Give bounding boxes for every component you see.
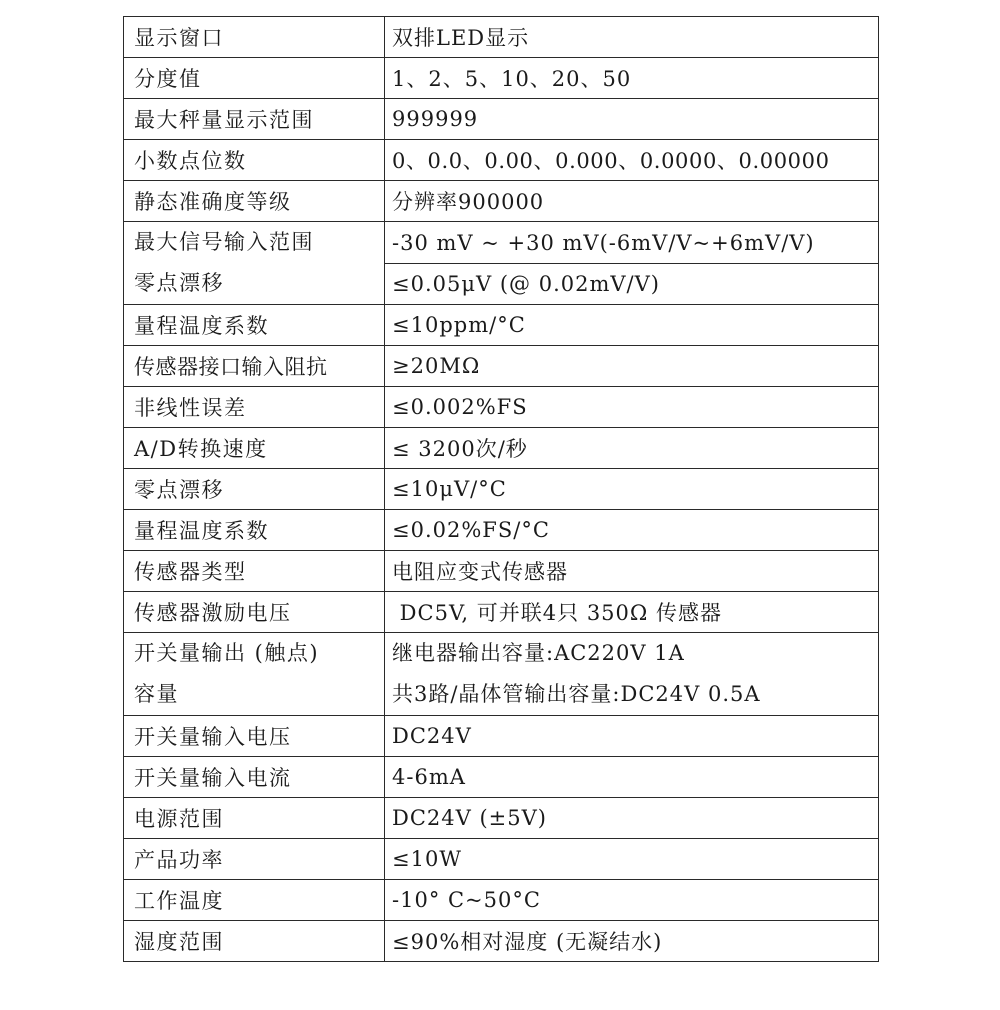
table-row xyxy=(124,880,879,921)
spec-value: 双排LED显示 xyxy=(385,17,879,58)
spec-value: 分辨率900000 xyxy=(385,181,879,222)
spec-value: ≥20MΩ xyxy=(385,346,879,387)
spec-label: 量程温度系数 xyxy=(124,510,385,551)
spec-label-line: 最大信号输入范围 xyxy=(134,230,314,254)
spec-value: ≤ 3200次/秒 xyxy=(385,428,879,469)
spec-value-line: 共3路/晶体管输出容量:DC24V 0.5A xyxy=(392,682,761,706)
spec-value: 999999 xyxy=(385,99,879,140)
spec-label: 显示窗口 xyxy=(124,17,385,58)
table-row xyxy=(124,140,879,181)
spec-label: 产品功率 xyxy=(124,839,385,880)
table-row xyxy=(124,921,879,962)
spec-label: 非线性误差 xyxy=(124,387,385,428)
spec-label-multiline xyxy=(124,222,385,305)
table-row xyxy=(124,633,879,716)
spec-label: 小数点位数 xyxy=(124,140,385,181)
spec-value: 0、0.0、0.00、0.000、0.0000、0.00000 xyxy=(385,140,879,181)
table-row xyxy=(124,757,879,798)
spec-label: A/D转换速度 xyxy=(124,428,385,469)
table-row xyxy=(124,428,879,469)
spec-label: 最大秤量显示范围 xyxy=(124,99,385,140)
spec-label: 量程温度系数 xyxy=(124,305,385,346)
spec-value-line: 继电器输出容量:AC220V 1A xyxy=(392,641,685,665)
table-row xyxy=(124,222,879,305)
spec-label-line: 开关量输出 (触点) xyxy=(134,641,320,665)
spec-label: 传感器激励电压 xyxy=(124,592,385,633)
spec-label: 工作温度 xyxy=(124,880,385,921)
table-row xyxy=(124,469,879,510)
spec-value: ≤10μV/°C xyxy=(385,469,879,510)
spec-value: ≤10W xyxy=(385,839,879,880)
table-row xyxy=(124,551,879,592)
table-row xyxy=(124,181,879,222)
table-row xyxy=(124,99,879,140)
spec-label: 湿度范围 xyxy=(124,921,385,962)
spec-value: ≤90%相对湿度 (无凝结水) xyxy=(385,921,879,962)
spec-value: DC5V, 可并联4只 350Ω 传感器 xyxy=(385,592,879,633)
spec-label: 电源范围 xyxy=(124,798,385,839)
spec-table xyxy=(123,16,879,962)
spec-label: 开关量输入电压 xyxy=(124,716,385,757)
spec-value: 1、2、5、10、20、50 xyxy=(385,58,879,99)
spec-label: 分度值 xyxy=(124,58,385,99)
spec-value-multiline xyxy=(385,633,879,716)
table-row xyxy=(124,58,879,99)
spec-value: DC24V (±5V) xyxy=(385,798,879,839)
table-row xyxy=(124,305,879,346)
spec-value: -10° C~50°C xyxy=(385,880,879,921)
spec-value-split xyxy=(385,222,879,305)
table-row xyxy=(124,839,879,880)
spec-label: 传感器接口输入阻抗 xyxy=(124,346,385,387)
spec-value-line: -30 mV ~ +30 mV(-6mV/V~+6mV/V) xyxy=(385,223,878,264)
spec-label-line: 零点漂移 xyxy=(134,271,224,295)
spec-value: ≤0.02%FS/°C xyxy=(385,510,879,551)
spec-label: 开关量输入电流 xyxy=(124,757,385,798)
spec-label: 传感器类型 xyxy=(124,551,385,592)
spec-value: 电阻应变式传感器 xyxy=(385,551,879,592)
table-row xyxy=(124,510,879,551)
table-row xyxy=(124,346,879,387)
spec-label-line: 容量 xyxy=(134,682,179,706)
table-row xyxy=(124,17,879,58)
spec-value: 4-6mA xyxy=(385,757,879,798)
spec-label: 零点漂移 xyxy=(124,469,385,510)
spec-label: 静态准确度等级 xyxy=(124,181,385,222)
spec-value: ≤10ppm/°C xyxy=(385,305,879,346)
spec-label-multiline xyxy=(124,633,385,716)
spec-value: DC24V xyxy=(385,716,879,757)
table-row xyxy=(124,592,879,633)
table-row xyxy=(124,716,879,757)
table-row xyxy=(124,798,879,839)
spec-value-line: ≤0.05μV (@ 0.02mV/V) xyxy=(392,271,660,296)
spec-value: ≤0.002%FS xyxy=(385,387,879,428)
table-row xyxy=(124,387,879,428)
